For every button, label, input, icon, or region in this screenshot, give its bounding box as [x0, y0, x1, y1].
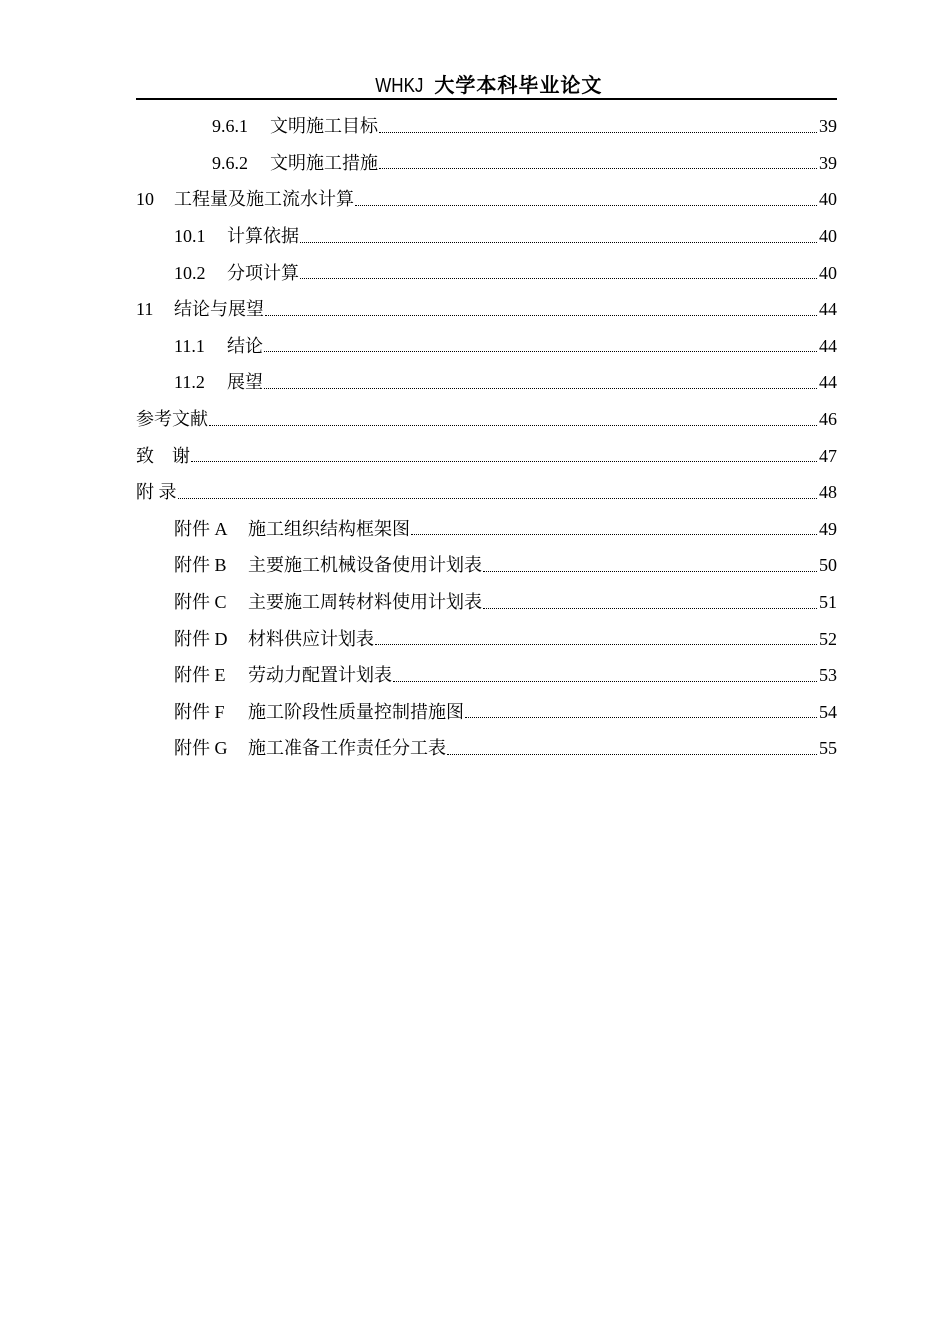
- toc-entry[interactable]: [136, 254, 837, 291]
- toc-dot-leader: [264, 351, 817, 352]
- toc-dot-leader: [191, 461, 817, 462]
- toc-entry-title: 结论与展望: [174, 299, 264, 320]
- toc-entry-number: 10: [136, 189, 154, 210]
- toc-entry[interactable]: [136, 145, 837, 182]
- toc-entry-page: 52: [819, 628, 837, 649]
- toc-entry-text: [174, 738, 446, 758]
- toc-entry-page: 53: [819, 665, 837, 686]
- toc-entry-text: [136, 446, 190, 466]
- toc-entry-page: 49: [819, 518, 837, 539]
- toc-entry-text: [174, 226, 299, 246]
- toc-entry-text: [136, 299, 264, 319]
- toc-dot-leader: [265, 315, 817, 316]
- toc-dot-leader: [300, 278, 817, 279]
- toc-entry-title: 施工组织结构框架图: [248, 518, 410, 539]
- toc-entry-number: 9.6.1: [212, 116, 248, 137]
- toc-entry-page: 48: [819, 482, 837, 503]
- toc-entry[interactable]: [136, 694, 837, 731]
- toc-dot-leader: [483, 608, 817, 609]
- toc-dot-leader: [411, 534, 817, 535]
- toc-entry-page: 40: [819, 226, 837, 247]
- header-rule: [136, 98, 837, 100]
- header-brand: WHKJ: [374, 75, 424, 97]
- page-header: [136, 72, 837, 98]
- toc-entry[interactable]: [136, 620, 837, 657]
- toc-entry-title: 附 录: [136, 482, 177, 503]
- toc-dot-leader: [483, 571, 817, 572]
- toc-entry-page: 46: [819, 409, 837, 430]
- toc-dot-leader: [300, 242, 817, 243]
- toc-entry-title: 参考文献: [136, 409, 208, 430]
- toc-entry-title: 劳动力配置计划表: [248, 665, 392, 686]
- toc-entry-number: 附件 F: [174, 701, 225, 722]
- toc-entry-title: 主要施工机械设备使用计划表: [248, 555, 482, 576]
- toc-entry-page: 47: [819, 445, 837, 466]
- toc-entry-text: [136, 482, 177, 502]
- toc-entry-number: 10.1: [174, 226, 206, 247]
- toc-entry[interactable]: [136, 730, 837, 767]
- toc-entry-text: [136, 409, 208, 429]
- toc-entry-title: 文明施工措施: [270, 152, 378, 173]
- toc-entry-number: 11: [136, 299, 154, 320]
- toc-entry-page: 39: [819, 116, 837, 137]
- toc-entry-page: 40: [819, 262, 837, 283]
- toc-entry-text: [174, 519, 410, 539]
- toc-entry[interactable]: [136, 218, 837, 255]
- toc-entry-page: 39: [819, 152, 837, 173]
- toc-entry[interactable]: [136, 181, 837, 218]
- toc-entry-number: 11.1: [174, 335, 205, 356]
- toc-entry[interactable]: [136, 108, 837, 145]
- toc-entry-text: [174, 629, 374, 649]
- header-title: 大学本科毕业论文: [434, 73, 603, 97]
- toc-entry-page: 44: [819, 372, 837, 393]
- toc-entry-title: 分项计算: [227, 262, 299, 283]
- toc-entry-page: 50: [819, 555, 837, 576]
- toc-dot-leader: [379, 168, 817, 169]
- toc-entry[interactable]: [136, 328, 837, 365]
- toc-entry-text: [136, 189, 354, 209]
- toc-entry-title: 施工阶段性质量控制措施图: [248, 701, 464, 722]
- toc-dot-leader: [209, 425, 817, 426]
- toc-entry[interactable]: [136, 511, 837, 548]
- toc-entry-page: 40: [819, 189, 837, 210]
- toc-entry-number: 附件 B: [174, 555, 227, 576]
- toc-entry-title: 致 谢: [136, 445, 190, 466]
- toc-entry-page: 55: [819, 738, 837, 759]
- toc-entry-text: [212, 153, 378, 173]
- toc-entry-text: [174, 702, 464, 722]
- toc-dot-leader: [379, 132, 817, 133]
- toc-entry-number: 10.2: [174, 262, 206, 283]
- toc-dot-leader: [375, 644, 817, 645]
- toc-entry-title: 展望: [227, 372, 263, 393]
- toc-dot-leader: [264, 388, 817, 389]
- toc-dot-leader: [447, 754, 817, 755]
- toc-entry[interactable]: [136, 584, 837, 621]
- toc-dot-leader: [465, 717, 817, 718]
- toc-entry-title: 计算依据: [227, 226, 299, 247]
- toc-dot-leader: [178, 498, 818, 499]
- toc-entry-number: 附件 A: [174, 518, 228, 539]
- toc-entry-page: 44: [819, 299, 837, 320]
- toc-entry-text: [174, 665, 392, 685]
- toc-entry-text: [212, 116, 378, 136]
- toc-entry[interactable]: [136, 657, 837, 694]
- toc-entry[interactable]: [136, 474, 837, 511]
- toc-entry[interactable]: [136, 291, 837, 328]
- toc-entry-title: 工程量及施工流水计算: [174, 189, 354, 210]
- toc-entry-title: 主要施工周转材料使用计划表: [248, 592, 482, 613]
- table-of-contents: [136, 108, 837, 767]
- toc-entry-number: 附件 G: [174, 738, 228, 759]
- toc-entry-title: 文明施工目标: [270, 116, 378, 137]
- toc-entry-page: 44: [819, 335, 837, 356]
- toc-entry-text: [174, 555, 482, 575]
- toc-entry-page: 54: [819, 701, 837, 722]
- toc-entry-text: [174, 263, 299, 283]
- toc-entry[interactable]: [136, 401, 837, 438]
- toc-dot-leader: [393, 681, 817, 682]
- toc-entry-number: 附件 D: [174, 628, 228, 649]
- toc-entry-number: 11.2: [174, 372, 205, 393]
- toc-entry-number: 9.6.2: [212, 152, 248, 173]
- toc-entry-title: 结论: [227, 335, 263, 356]
- toc-entry[interactable]: [136, 437, 837, 474]
- toc-entry-text: [174, 592, 482, 612]
- toc-entry-page: 51: [819, 592, 837, 613]
- toc-entry-title: 材料供应计划表: [248, 628, 374, 649]
- toc-entry-number: 附件 E: [174, 665, 226, 686]
- toc-entry-text: [174, 336, 263, 356]
- toc-entry[interactable]: [136, 547, 837, 584]
- toc-entry[interactable]: [136, 364, 837, 401]
- toc-entry-number: 附件 C: [174, 592, 227, 613]
- toc-entry-text: [174, 372, 263, 392]
- toc-dot-leader: [355, 205, 817, 206]
- toc-entry-title: 施工准备工作责任分工表: [248, 738, 446, 759]
